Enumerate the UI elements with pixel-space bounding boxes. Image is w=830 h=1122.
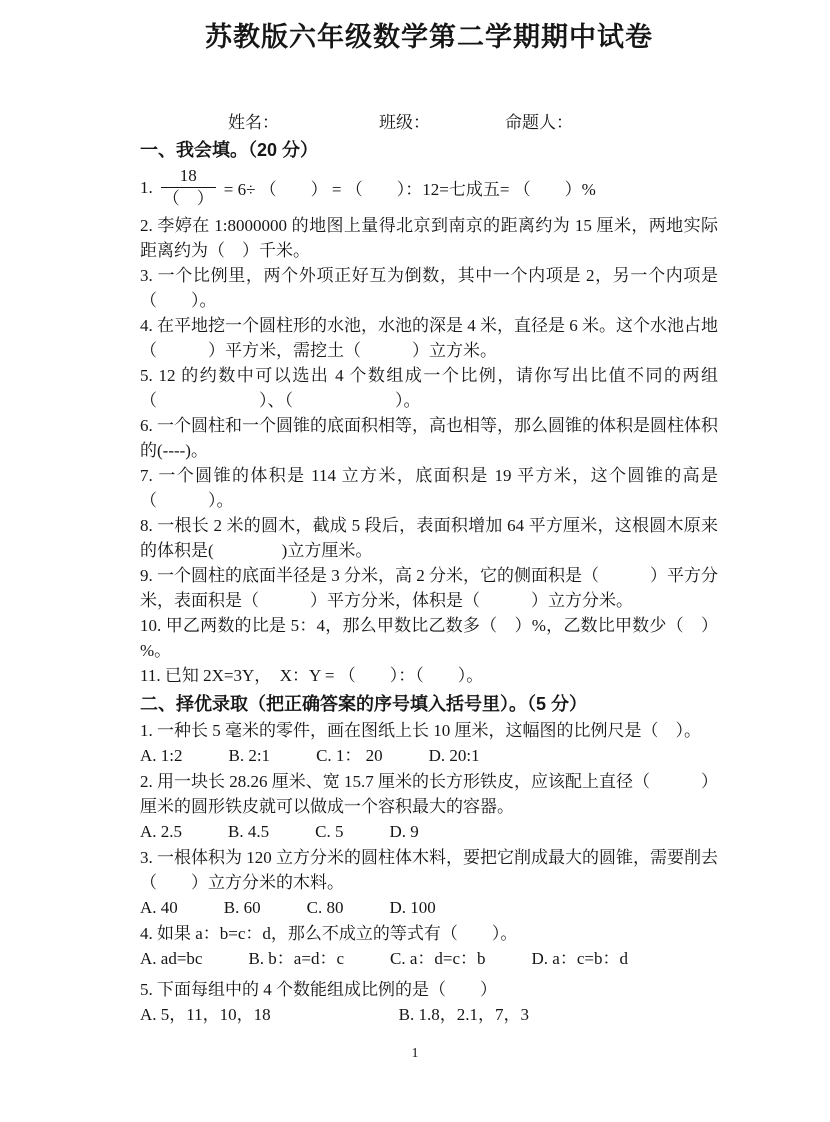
fraction xyxy=(161,165,216,210)
options-row xyxy=(140,743,718,769)
question-fill-5: 5. 12 的约数中可以选出 4 个数组成一个比例，请你写出比值不同的两组 （ ）、（ ）。 xyxy=(140,366,718,410)
header-fields xyxy=(140,112,718,134)
options-row xyxy=(140,1002,718,1028)
option-b: B. b：a=d：c xyxy=(248,949,344,968)
option-b: B. 1.8，2.1，7，3 xyxy=(398,1005,529,1024)
option-b: B. 2:1 xyxy=(228,746,271,765)
option-d: D. 9 xyxy=(389,822,419,841)
question-fill-6: 6. 一个圆柱和一个圆锥的底面积相等，高也相等，那么圆锥的体积是圆柱体积的(----)。 xyxy=(140,416,718,460)
page-number: 1 xyxy=(411,1046,419,1061)
question-fill-4: 4. 在平地挖一个圆柱形的水池，水池的深是 4 米，直径是 6 米。这个水池占地（ ）平方米，需挖土（ ）立方米。 xyxy=(140,316,718,360)
option-c: C. 80 xyxy=(306,898,344,917)
question-text: 1. 一种长 5 毫米的零件，画在图纸上长 10 厘米，这幅图的比例尺是（ ）。 xyxy=(140,721,701,740)
page-title: 苏教版六年级数学第二学期期中试卷 xyxy=(205,22,653,52)
choice-question-1 xyxy=(140,718,718,769)
option-a: A. 5，11，10，18 xyxy=(140,1005,271,1024)
option-a: A. 2.5 xyxy=(140,822,183,841)
question-fill-9: 9. 一个圆柱的底面半径是 3 分米，高 2 分米，它的侧面积是（ ）平方分米，表面积是（ ）平方分米，体积是（ ）立方分米。 xyxy=(140,566,718,610)
question-fill-1 xyxy=(140,165,718,210)
option-d: D. a：c=b：d xyxy=(531,949,628,968)
question-fill-2: 2. 李婷在 1:8000000 的地图上量得北京到南京的距离约为 15 厘米，两地实际距离约为（ ）千米。 xyxy=(140,216,718,260)
question-text: 5. 下面每组中的 4 个数能组成比例的是（ ） xyxy=(140,980,497,999)
fraction-numerator: 18 xyxy=(179,166,197,185)
section2-heading: 二、择优录取（把正确答案的序号填入括号里）。（5 分） xyxy=(140,694,588,714)
choice-question-2 xyxy=(140,769,718,845)
fraction-denominator: （ ） xyxy=(162,189,214,208)
exam-paper xyxy=(140,20,718,1028)
question-text: 2. 用一块长 28.26 厘米、宽 15.7 厘米的长方形铁皮，应该配上直径（ ）厘米的圆形铁皮就可以做成一个容积最大的容器。 xyxy=(140,772,718,816)
option-b: B. 60 xyxy=(223,898,261,917)
option-a: A. 1:2 xyxy=(140,746,183,765)
option-b: B. 4.5 xyxy=(228,822,270,841)
name-field-label: 姓名： xyxy=(228,113,279,132)
question-text: 3. 一根体积为 120 立方分米的圆柱体木料，要把它削成最大的圆锥，需要削去（ ）立方分米的木料。 xyxy=(140,848,718,892)
option-d: D. 20:1 xyxy=(428,746,480,765)
choice-question-4 xyxy=(140,921,718,972)
question-number: 1. xyxy=(140,177,153,197)
option-c: C. 1： 20 xyxy=(316,746,383,765)
option-c: C. a：d=c：b xyxy=(390,949,486,968)
class-field-label: 班级： xyxy=(379,113,430,132)
question-expression: = 6÷ （ ） = （ ）：12=七成五= （ ）% xyxy=(223,180,596,199)
option-a: A. 40 xyxy=(140,898,178,917)
question-fill-7: 7. 一个圆锥的体积是 114 立方米，底面积是 19 平方米，这个圆锥的高是（ ）。 xyxy=(140,466,718,510)
options-row xyxy=(140,895,718,921)
choice-question-5 xyxy=(140,977,718,1028)
option-a: A. ad=bc xyxy=(140,949,203,968)
options-row xyxy=(140,946,718,972)
section1-heading: 一、我会填。（20 分） xyxy=(140,140,319,160)
option-d: D. 100 xyxy=(389,898,436,917)
question-fill-10: 10. 甲乙两数的比是 5：4，那么甲数比乙数多（ ）%，乙数比甲数少（ ）%。 xyxy=(140,616,718,660)
option-c: C. 5 xyxy=(315,822,344,841)
question-fill-3: 3. 一个比例里，两个外项正好互为倒数，其中一个内项是 2，另一个内项是（ ）。 xyxy=(140,266,718,310)
question-fill-11: 11. 已知 2X=3Y， X：Y = （ ）：（ ）。 xyxy=(140,666,484,685)
question-text: 4. 如果 a：b=c：d，那么不成立的等式有（ ）。 xyxy=(140,924,518,943)
proposer-field-label: 命题人： xyxy=(505,113,573,132)
options-row xyxy=(140,819,718,845)
question-fill-8: 8. 一根长 2 米的圆木，截成 5 段后，表面积增加 64 平方厘米，这根圆木原来的体积是( )立方厘米。 xyxy=(140,516,718,560)
choice-question-3 xyxy=(140,845,718,921)
